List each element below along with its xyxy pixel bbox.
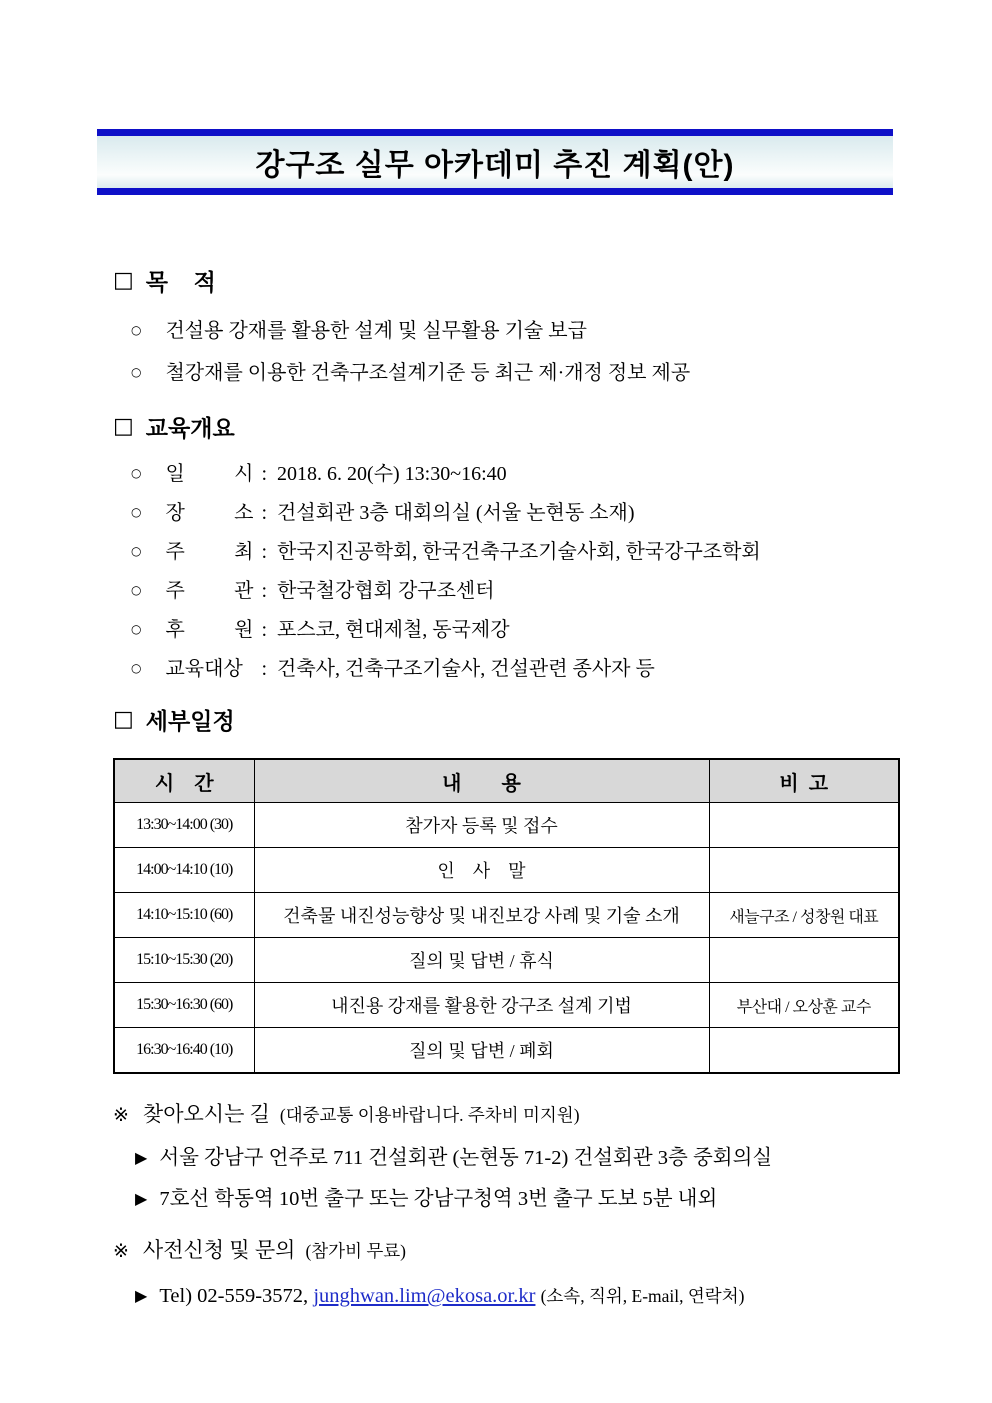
schedule-remark [709,1028,899,1074]
section-directions [113,1097,932,1220]
overview-item-value: 한국지진공학회, 한국건축구조기술사회, 한국강구조학회 [277,541,761,563]
schedule-remark [709,938,899,983]
purpose-item [113,311,932,353]
title-banner [97,129,893,195]
overview-separator: : [261,580,268,602]
section-overview [113,410,932,690]
purpose-item [113,353,932,395]
square-bullet-icon: □ [113,413,134,439]
registration-note: (참가비 무료) [305,1241,406,1261]
circle-bullet-icon: ○ [131,505,142,519]
overview-item-label: 일 시 [165,463,254,485]
registration-heading: 사전신청 및 문의 [142,1238,296,1262]
overview-item-value: 건축사, 건축구조기술사, 건설관련 종사자 등 [277,658,655,680]
overview-item [113,651,932,690]
directions-heading-row [113,1097,932,1132]
overview-separator: : [261,463,268,485]
overview-separator: : [261,658,268,680]
schedule-heading: 세부일정 [145,708,235,734]
circle-bullet-icon: ○ [131,544,142,558]
document-title: 강구조 실무 아카데미 추진 계획(안) [255,149,735,182]
overview-separator: : [261,502,268,524]
section-schedule [113,703,932,1074]
overview-item [113,495,932,534]
arrow-bullet-icon: ▶ [135,1189,148,1208]
table-row [114,938,899,983]
email-link[interactable]: junghwan.lim@ekosa.or.kr [313,1285,536,1307]
overview-item [113,534,932,573]
schedule-time: 16:30~16:40 (10) [114,1028,254,1074]
section-purpose [113,264,932,395]
schedule-remark: 부산대 / 오상훈 교수 [709,983,899,1028]
circle-bullet-icon: ○ [131,323,142,337]
table-row [114,803,899,848]
registration-contact-line [135,1276,932,1317]
overview-item-value: 2018. 6. 20(수) 13:30~16:40 [277,463,507,485]
schedule-content: 질의 및 답변 / 폐회 [254,1028,709,1074]
overview-item-value: 건설회관 3층 대회의실 (서울 논현동 소재) [277,502,635,524]
table-row [114,848,899,893]
overview-heading: 교육개요 [145,415,235,441]
schedule-header-time: 시 간 [114,759,254,803]
directions-item [135,1138,932,1179]
table-row [114,1028,899,1074]
purpose-item-text: 건설용 강재를 활용한 설계 및 실무활용 기술 보급 [165,320,587,342]
schedule-remark: 새늘구조 / 성창원 대표 [709,893,899,938]
schedule-content: 건축물 내진성능향상 및 내진보강 사례 및 기술 소개 [254,893,709,938]
directions-item [135,1179,932,1220]
circle-bullet-icon: ○ [131,622,142,636]
schedule-remark [709,848,899,893]
circle-bullet-icon: ○ [131,466,142,480]
arrow-bullet-icon: ▶ [135,1286,148,1305]
reference-mark-icon: ※ [113,1104,129,1126]
overview-separator: : [261,541,268,563]
square-bullet-icon: □ [113,706,134,732]
circle-bullet-icon: ○ [131,661,142,675]
directions-heading: 찾아오시는 길 [142,1102,270,1126]
table-row [114,983,899,1028]
directions-item-text: 서울 강남구 언주로 711 건설회관 (논현동 71-2) 건설회관 3층 중회의실 [159,1147,773,1169]
overview-item [113,456,932,495]
overview-item-label: 주 관 [165,580,254,602]
schedule-remark [709,803,899,848]
section-registration [113,1233,932,1317]
schedule-content: 참가자 등록 및 접수 [254,803,709,848]
schedule-header-content: 내 용 [254,759,709,803]
circle-bullet-icon: ○ [131,365,142,379]
schedule-time: 13:30~14:00 (30) [114,803,254,848]
overview-item-label: 주 최 [165,541,254,563]
overview-item [113,612,932,651]
overview-item-label: 후 원 [165,619,254,641]
schedule-header-remark: 비 고 [709,759,899,803]
schedule-time: 14:00~14:10 (10) [114,848,254,893]
overview-separator: : [261,619,268,641]
registration-suffix: (소속, 직위, E-mail, 연락처) [540,1286,745,1306]
schedule-content: 인 사 말 [254,848,709,893]
schedule-content: 질의 및 답변 / 휴식 [254,938,709,983]
circle-bullet-icon: ○ [131,583,142,597]
reference-mark-icon: ※ [113,1240,129,1262]
purpose-heading-row [113,264,932,297]
overview-item-value: 한국철강협회 강구조센터 [277,580,495,602]
purpose-item-text: 철강재를 이용한 건축구조설계기준 등 최근 제·개정 정보 제공 [165,362,691,384]
schedule-content: 내진용 강재를 활용한 강구조 설계 기법 [254,983,709,1028]
directions-item-text: 7호선 학동역 10번 출구 또는 강남구청역 3번 출구 도보 5분 내외 [159,1188,718,1210]
schedule-table [113,758,900,1074]
square-bullet-icon: □ [113,267,134,293]
schedule-header-row [114,759,899,803]
schedule-time: 15:10~15:30 (20) [114,938,254,983]
overview-item-value: 포스코, 현대제철, 동국제강 [277,619,510,641]
schedule-heading-row [113,703,932,736]
overview-item-label: 교육대상 [165,658,243,680]
registration-heading-row [113,1233,932,1268]
directions-note: (대중교통 이용바랍니다. 주차비 미지원) [279,1105,580,1125]
registration-tel: Tel) 02-559-3572, [159,1285,309,1307]
table-row [114,893,899,938]
overview-heading-row [113,410,932,443]
overview-item [113,573,932,612]
schedule-time: 15:30~16:30 (60) [114,983,254,1028]
purpose-heading: 목 적 [145,269,216,295]
overview-item-label: 장 소 [165,502,254,524]
arrow-bullet-icon: ▶ [135,1148,148,1167]
schedule-time: 14:10~15:10 (60) [114,893,254,938]
